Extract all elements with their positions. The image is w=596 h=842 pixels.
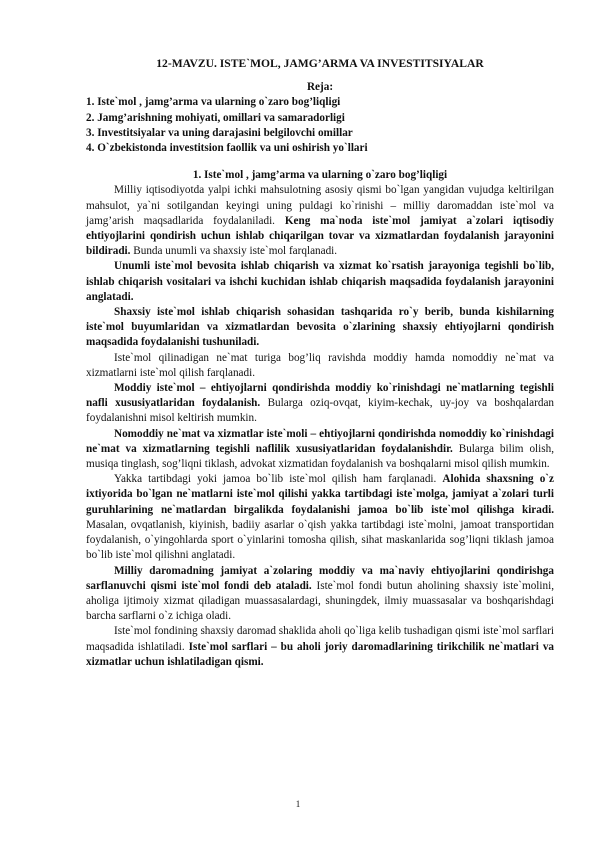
paragraph	[86, 351, 554, 381]
section-heading: 1. Iste`mol , jamg’arma va ularning o`zaro bog’liqligi	[192, 169, 448, 182]
paragraph-text: Iste`mol fondining shaxsiy daromad shaklida aholi qo`liga kelib tushadigan qismi iste`mol sarflari maqsadida ishlatiladi.	[86, 625, 554, 653]
page-content	[86, 56, 554, 670]
paragraph-text: Yakka tartibdagi yoki jamoa bo`lib iste`mol qilish ham farqlanadi.	[114, 473, 437, 486]
paragraph-bold: Shaxsiy iste`mol ishlab chiqarish sohasidan tashqarida ro`y berib, bunda kishilarning iste`mol buyumlaridan va xizmatlardan bevosita o`zlarining shaxsiy ehtiyojlarni qondirish maqsadida foydalanishi tushuniladi.	[86, 306, 554, 349]
paragraph-bold: Iste`mol sarflari – bu aholi joriy daromadlarining tirikchilik ne`matlari va xizmatlar uchun ishlatiladigan qismi.	[86, 640, 555, 668]
paragraph-tail: Masalan, ovqatlanish, kiyinish, badiiy asarlar o`qish yakka tartibdagi iste`molni, jamoat transportidan foydalanish, o`yingohlarda sport o`yinlarini tomosha qilish, sihat maskanlarida sog’liqni tiklash jamoa bo`lib iste`mol qilishni anglatadi.	[86, 518, 554, 562]
paragraph-bold: Keng ma`noda iste`mol jamiyat a`zolari iqtisodiy ehtiyojlarini qondirish uchun ishlab chiqarilgan tovar va xizmatlardan foydalanish jarayonini bildiradi.	[86, 214, 555, 258]
paragraph	[86, 624, 554, 670]
paragraph-tail: Bularga oziq-ovqat, kiyim-kechak, uy-joy va boshqalardan foydalanishni misol keltirish mumkin.	[86, 397, 555, 425]
page-number: 1	[295, 799, 301, 809]
paragraph-bold: Moddiy iste`mol – ehtiyojlarni qondirishda moddiy ko`rinishdagi ne`matlarning tegishli nafli xususiyatlaridan foydalanish.	[86, 382, 554, 410]
paragraph	[86, 472, 554, 563]
paragraph	[86, 183, 554, 259]
plan-list	[86, 95, 554, 156]
paragraph-tail: Iste`mol fondi butun aholining shaxsiy iste`molini, aholiga ijtimoiy xizmat qiladigan muassasalardagi, shuningdek, ilmiy muassasalar va boshqarishdagi barcha sarflarni o`z ichiga oladi.	[86, 579, 555, 623]
paragraph	[86, 381, 554, 427]
paragraph-text: Iste`mol qilinadigan ne`mat turiga bog’liq ravishda moddiy hamda nomoddiy ne`mat va xizmatlarni iste`mol qilish farqlanadi.	[86, 351, 554, 379]
paragraph	[86, 564, 554, 625]
paragraph-bold: Alohida shaxsning o`z ixtiyorida bo`lgan ne`matlarni iste`mol qilishi yakka tartibdagi iste`molga, jamiyat a`zolari turli guruhlarining ne`matlardan birgalikda foydalanishi jamoa bo`lib iste`mol qilishga kiradi.	[86, 473, 554, 516]
paragraph	[86, 305, 554, 351]
paragraph	[86, 259, 554, 305]
plan-heading: Reja:	[306, 81, 334, 94]
document-title: 12-MAVZU. ISTE`MOL, JAMG’ARMA VA INVESTITSIYALAR	[156, 57, 484, 70]
paragraph-tail: Bunda unumli va shaxsiy iste`mol farqlanadi.	[133, 245, 338, 258]
plan-item: 1. Iste`mol , jamg’arma va ularning o`zaro bog’liqligi	[86, 96, 341, 109]
paragraph-bold: Nomoddiy ne`mat va xizmatlar iste`moli – ehtiyojlarni qondirishda nomoddiy ko`rinishdagi ne`mat va xizmatlarning tegishli naflilik xususiyatlaridan foydalanishdir.	[86, 427, 554, 455]
paragraph-bold: Unumli iste`mol bevosita ishlab chiqarish va xizmat ko`rsatish jarayoniga tegishli bo`lib, ishlab chiqarish vositalari va ishchi kuchidan ishlab chiqarish maqsadida foydalanish jarayonini anglatadi.	[86, 260, 554, 303]
paragraph	[86, 427, 554, 473]
paragraph-text: Milliy iqtisodiyotda yalpi ichki mahsulotning asosiy qismi bo`lgan yangidan vujudga keltirilgan mahsulot, ya`ni sotilgandan keyingi uning puldagi ko`rinishi – milliy daromaddan iste`mol va jamg’arish maqsadlarida foydalaniladi.	[86, 184, 554, 227]
plan-item: 2. Jamg’arishning mohiyati, omillari va samaradorligi	[86, 111, 345, 124]
paragraph-tail: Bularga bilim olish, musiqa tinglash, sog’liqni tiklash, advokat xizmatidan foydalanish va boshqalarni misol qilish mumkin.	[86, 442, 554, 471]
paragraph-bold: Milliy daromadning jamiyat a`zolaring moddiy va ma`naviy ehtiyojlarini qondirishga sarflanuvchi qismi iste`mol fondi deb ataladi.	[86, 564, 554, 592]
plan-item: 3. Investitsiyalar va uning darajasini belgilovchi omillar	[86, 126, 353, 139]
plan-item: 4. O`zbekistonda investitsion faollik va uni oshirish yo`llari	[86, 142, 368, 155]
